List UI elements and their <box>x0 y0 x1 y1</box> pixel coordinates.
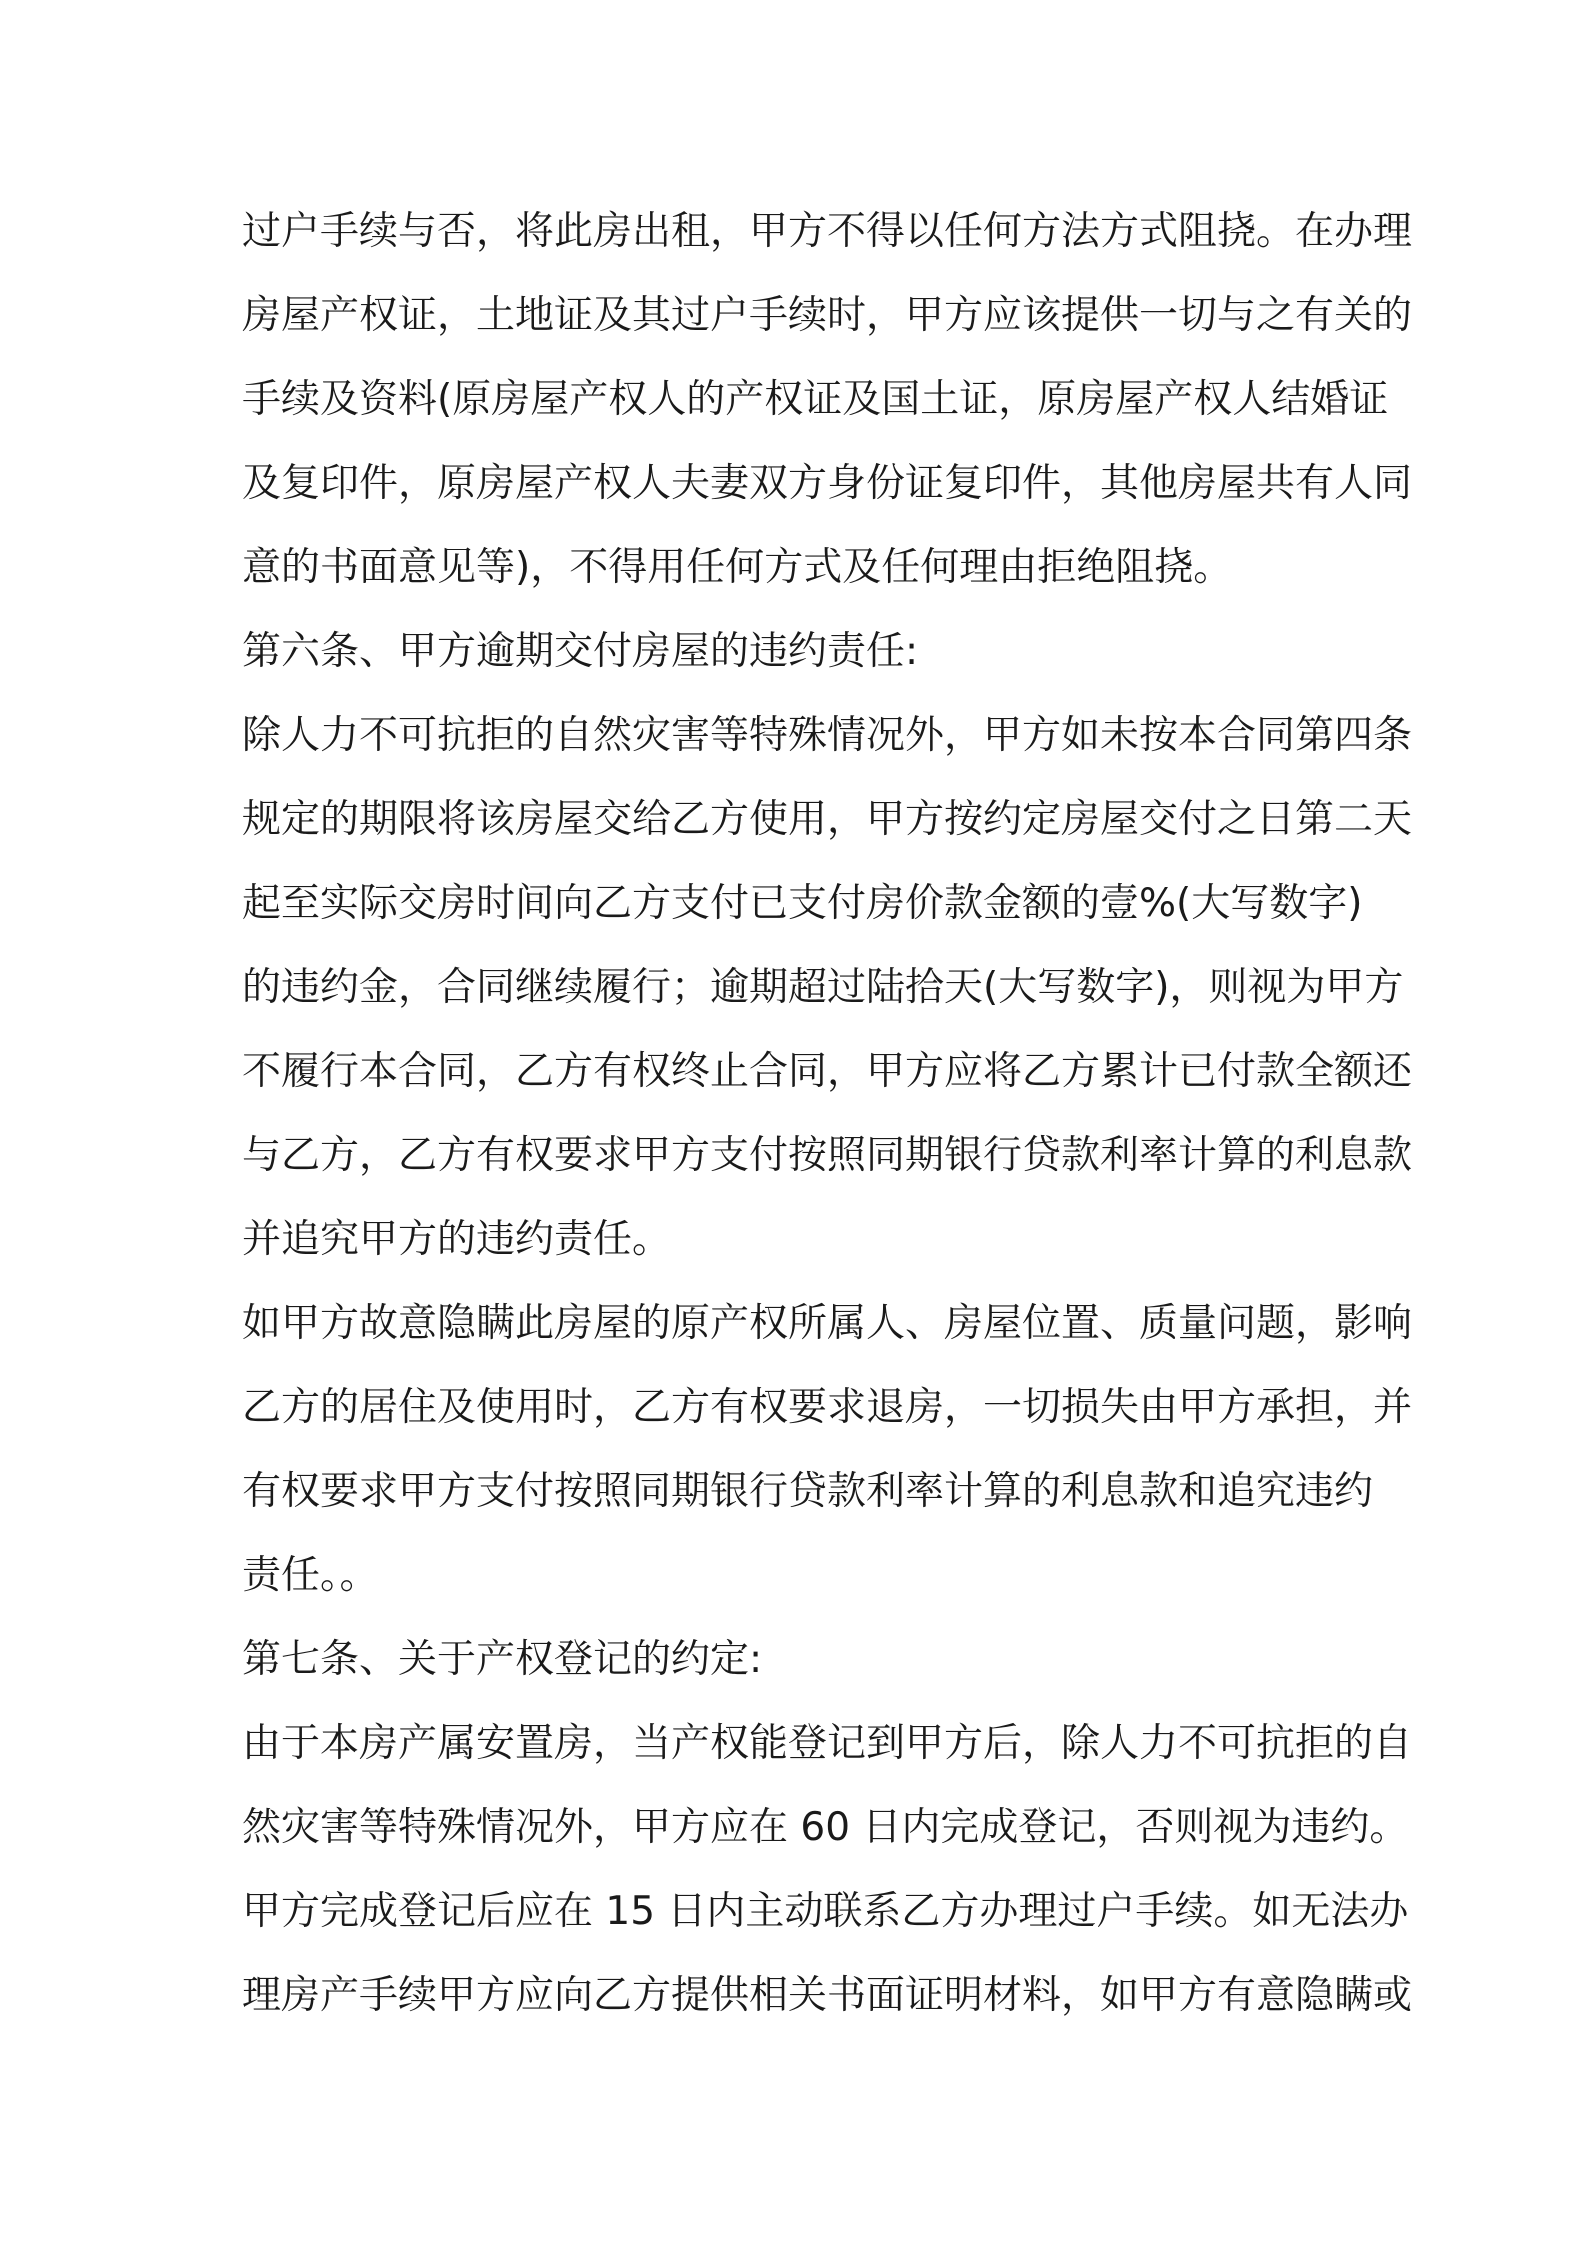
text-line: 责任。。 <box>242 1553 379 1598</box>
text-line: 除人力不可抗拒的自然灾害等特殊情况外，甲方如未按本合同第四条 <box>242 713 1413 758</box>
text-line: 有权要求甲方支付按照同期银行贷款利率计算的利息款和追究违约 <box>242 1469 1374 1514</box>
article-seven-heading: 第七条、关于产权登记的约定: <box>242 1637 763 1682</box>
text-line: 的违约金，合同继续履行；逾期超过陆拾天(大写数字)，则视为甲方 <box>242 965 1404 1010</box>
article-six-heading: 第六条、甲方逾期交付房屋的违约责任: <box>242 629 919 674</box>
text-line: 理房产手续甲方应向乙方提供相关书面证明材料，如甲方有意隐瞒或 <box>242 1973 1413 2018</box>
contract-body-text <box>242 190 1413 2038</box>
text-line: 然灾害等特殊情况外，甲方应在 60 日内完成登记，否则视为违约。 <box>242 1805 1409 1850</box>
text-line: 过户手续与否，将此房出租，甲方不得以任何方法方式阻挠。在办理 <box>242 209 1413 254</box>
text-line: 与乙方，乙方有权要求甲方支付按照同期银行贷款利率计算的利息款 <box>242 1133 1413 1178</box>
text-line: 不履行本合同，乙方有权终止合同，甲方应将乙方累计已付款全额还 <box>242 1049 1413 1094</box>
text-line: 乙方的居住及使用时，乙方有权要求退房，一切损失由甲方承担，并 <box>242 1385 1413 1430</box>
text-line: 及复印件，原房屋产权人夫妻双方身份证复印件，其他房屋共有人同 <box>242 461 1413 506</box>
text-line: 意的书面意见等)，不得用任何方式及任何理由拒绝阻挠。 <box>242 545 1233 590</box>
text-line: 房屋产权证，土地证及其过户手续时，甲方应该提供一切与之有关的 <box>242 293 1413 338</box>
text-line: 手续及资料(原房屋产权人的产权证及国土证，原房屋产权人结婚证 <box>242 377 1389 422</box>
text-line: 由于本房产属安置房，当产权能登记到甲方后，除人力不可抗拒的自 <box>242 1721 1413 1766</box>
text-line: 并追究甲方的违约责任。 <box>242 1217 672 1262</box>
text-line: 如甲方故意隐瞒此房屋的原产权所属人、房屋位置、质量问题，影响 <box>242 1301 1413 1346</box>
text-line: 起至实际交房时间向乙方支付已支付房价款金额的壹%(大写数字) <box>242 881 1363 926</box>
text-line: 甲方完成登记后应在 15 日内主动联系乙方办理过户手续。如无法办 <box>242 1889 1409 1934</box>
text-line: 规定的期限将该房屋交给乙方使用，甲方按约定房屋交付之日第二天 <box>242 797 1413 842</box>
